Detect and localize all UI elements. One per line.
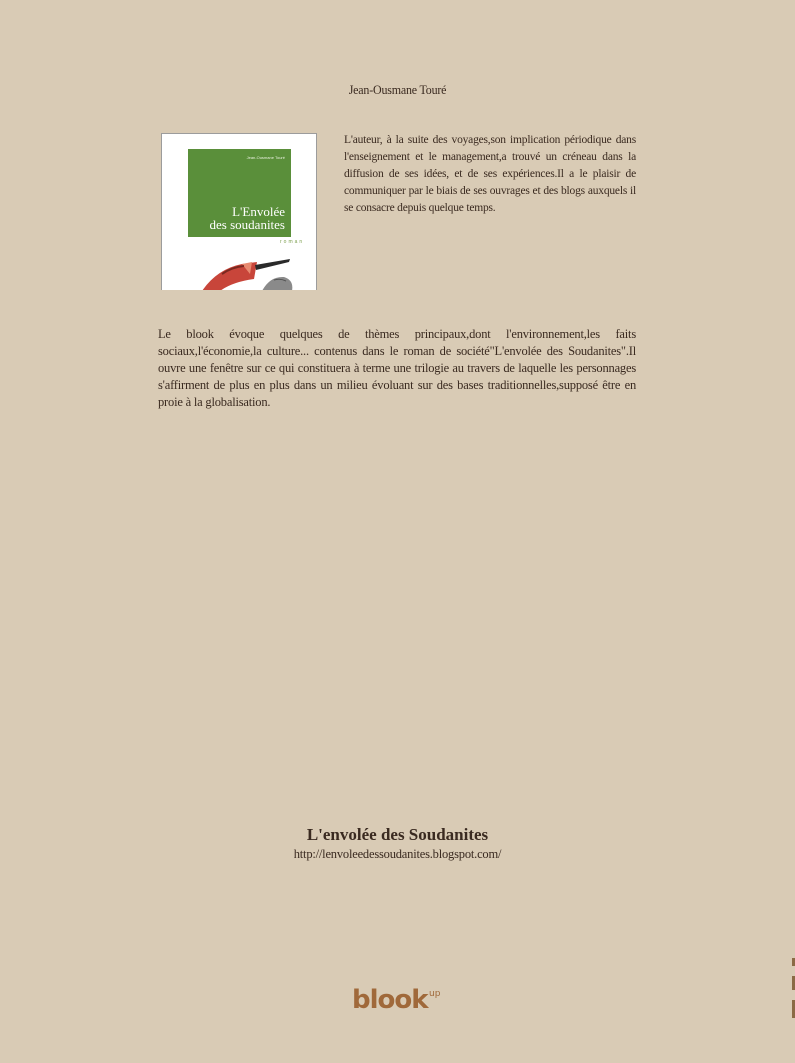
book-cover-image <box>161 133 317 290</box>
book-summary: Le blook évoque quelques de thèmes principaux,dont l'environnement,les faits sociaux,l'économie,la culture... contenus dans le roman de société"L'envolée des Soudanites".Il ouvre une fenêtre sur ce qui constituera à terme une trilogie au travers de laquelle les personnages s'affirment de plus en plus dans un milieu évoluant sur des bases traditionnelles,supposé être en proie à la globalisation. <box>158 327 636 409</box>
cover-illustration <box>162 134 317 290</box>
cover-genre-label: roman <box>280 239 305 245</box>
page-edge-marks <box>791 958 795 1020</box>
logo-text: blook <box>352 985 428 1015</box>
cover-title-line1: L'Envolée <box>232 204 285 219</box>
blookup-logo <box>352 983 452 1023</box>
logo-superscript: up <box>429 989 441 999</box>
cover-author-label: Jean-Ousmane Touré <box>246 155 285 160</box>
author-biography: L'auteur, à la suite des voyages,son implication périodique dans l'enseignement et le management,a trouvé un créneau dans la diffusion de ses idées, et de ses expériences.Il a le plaisir de communiquer par le biais de ses ouvrages et des blogs auxquels il se consacre depuis quelque temps. <box>344 134 636 214</box>
author-name: Jean-Ousmane Touré <box>348 82 447 97</box>
book-title: L'envolée des Soudanites <box>306 825 489 844</box>
cover-title-line2: des soudanites <box>209 217 285 232</box>
blog-url-link[interactable]: http://lenvoleedessoudanites.blogspot.com/ <box>293 847 502 861</box>
